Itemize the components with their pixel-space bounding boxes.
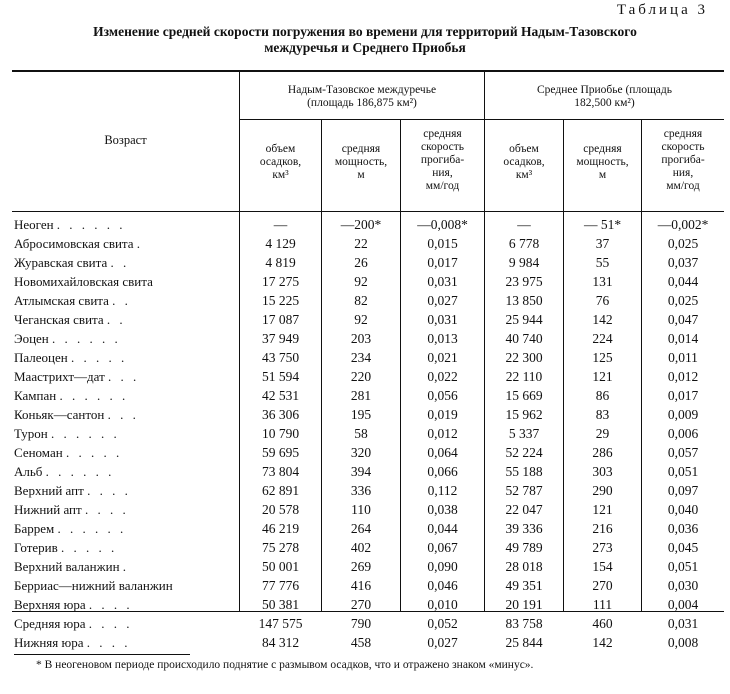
leader-dots: . . . . . . [57, 521, 127, 536]
thickness-cell: 92 [354, 312, 368, 327]
group-header-line: (площадь 186,875 км²) [307, 97, 417, 109]
header-line: осадков, [259, 156, 302, 168]
header-line: прогиба- [420, 154, 465, 166]
thickness-cell: 37 [595, 236, 610, 251]
volume-cell: 73 804 [261, 464, 300, 479]
volume-cell: 55 188 [505, 464, 543, 479]
header-line: м [598, 169, 607, 181]
rate-cell: 0,014 [667, 331, 699, 346]
volume-cell: 4 819 [265, 255, 296, 270]
thickness-cell: 290 [592, 483, 613, 498]
header-line: объем [265, 143, 296, 155]
table-row [0, 557, 730, 576]
volume-cell: 59 695 [261, 445, 300, 460]
volume-cell: 84 312 [261, 635, 300, 650]
group-header-middle-ob [485, 84, 724, 110]
thickness-cell: 142 [592, 312, 613, 327]
age-label: Палеоцен [14, 350, 68, 365]
table-row [0, 234, 730, 253]
rate-cell: —0,008* [417, 217, 468, 232]
age-label: Новомихайловская свита [14, 274, 153, 289]
thickness-cell: 92 [354, 274, 368, 289]
rate-cell: 0,030 [667, 578, 699, 593]
age-label: Турон [14, 426, 48, 441]
age-cell [14, 443, 122, 462]
rate-cell: 0,021 [427, 350, 458, 365]
volume-cell: 4 129 [265, 236, 296, 251]
table-row [0, 519, 730, 538]
rate-cell: 0,027 [427, 635, 458, 650]
age-label: Сеноман [14, 445, 63, 460]
header-line: мм/год [425, 180, 460, 192]
thickness-cell: 83 [595, 407, 610, 422]
age-cell [14, 272, 153, 291]
header-line: осадков, [503, 156, 545, 168]
age-label: Чеганская свита [14, 312, 104, 327]
thickness-cell: 336 [350, 483, 372, 498]
volume-cell: 52 224 [505, 445, 543, 460]
volume-cell: 39 336 [505, 521, 543, 536]
age-cell [14, 405, 139, 424]
table-row [0, 633, 730, 652]
rate-cell: 0,013 [427, 331, 458, 346]
column-header-rate [401, 128, 484, 193]
thickness-cell: 281 [350, 388, 372, 403]
table-number-label: Таблица 3 [616, 2, 708, 18]
rate-cell: 0,006 [667, 426, 699, 441]
leader-dots: . [122, 559, 130, 574]
header-line: средняя [663, 128, 703, 140]
rate-cell: 0,056 [427, 388, 458, 403]
age-cell [14, 576, 173, 595]
leader-dots: . . [106, 312, 126, 327]
rate-cell: 0,031 [667, 616, 699, 631]
rate-cell: 0,044 [667, 274, 699, 289]
leader-dots: . . . . . . [51, 426, 120, 441]
age-cell [14, 557, 129, 576]
thickness-cell: 29 [595, 426, 610, 441]
table-row [0, 538, 730, 557]
thickness-cell: 460 [592, 616, 613, 631]
header-bottom-rule [12, 211, 724, 212]
thickness-cell: 142 [592, 635, 613, 650]
age-cell [14, 424, 120, 443]
table-row [0, 595, 730, 614]
thickness-cell: 220 [350, 369, 372, 384]
thickness-cell: 234 [350, 350, 372, 365]
group-header-rule [239, 119, 724, 120]
thickness-cell: —200* [340, 217, 382, 232]
rate-cell: 0,031 [427, 274, 458, 289]
thickness-cell: 58 [354, 426, 368, 441]
volume-cell: 22 300 [505, 350, 543, 365]
rate-cell: 0,051 [667, 559, 699, 574]
header-line: объем [509, 143, 539, 155]
thickness-cell: — 51* [583, 217, 622, 232]
group-header-line: Надым-Тазовское междуречье [287, 84, 437, 96]
column-header-thickness [322, 143, 400, 182]
thickness-cell: 416 [350, 578, 372, 593]
age-label: Эоцен [14, 331, 49, 346]
table-row [0, 348, 730, 367]
table-row [0, 500, 730, 519]
age-label: Верхняя юра [14, 597, 86, 612]
volume-cell: 50 381 [261, 597, 300, 612]
volume-cell: 6 778 [508, 236, 540, 251]
age-label: Верхний апт [14, 483, 84, 498]
table-row [0, 215, 730, 234]
header-line: мощность, [334, 156, 388, 168]
group-header-line: 182,500 км²) [574, 97, 635, 109]
volume-cell: 9 984 [508, 255, 540, 270]
volume-cell: 25 944 [505, 312, 543, 327]
volume-cell: 13 850 [505, 293, 543, 308]
rate-cell: 0,037 [667, 255, 699, 270]
column-header-volume [485, 143, 563, 182]
thickness-cell: 458 [350, 635, 372, 650]
header-line: скорость [420, 141, 465, 153]
age-label: Абросимовская свита [14, 236, 134, 251]
thickness-cell: 270 [350, 597, 372, 612]
column-header-rate [642, 128, 724, 193]
volume-cell: 52 787 [505, 483, 543, 498]
footnote: * В неогеновом периоде происходило поднятие с размывом осадков, что и отражено знаком «минус». [36, 659, 534, 671]
table-row [0, 310, 730, 329]
rate-cell: —0,002* [657, 217, 709, 232]
volume-cell: 28 018 [505, 559, 543, 574]
rate-cell: 0,019 [427, 407, 458, 422]
rate-cell: 0,047 [667, 312, 699, 327]
rate-cell: 0,025 [667, 236, 699, 251]
table-row [0, 576, 730, 595]
thickness-cell: 76 [595, 293, 610, 308]
rate-cell: 0,022 [427, 369, 458, 384]
volume-cell: 46 219 [261, 521, 300, 536]
volume-cell: — [273, 217, 288, 232]
thickness-cell: 131 [592, 274, 613, 289]
age-cell [14, 500, 129, 519]
leader-dots: . [136, 236, 144, 251]
volume-cell: 23 975 [505, 274, 543, 289]
age-label: Берриас—нижний валанжин [14, 578, 173, 593]
table-row [0, 253, 730, 272]
header-line: ния, [672, 167, 694, 179]
rate-cell: 0,067 [427, 540, 458, 555]
header-line: средняя [341, 143, 381, 155]
rate-cell: 0,025 [667, 293, 699, 308]
age-cell [14, 348, 127, 367]
age-cell [14, 481, 131, 500]
thickness-cell: 320 [350, 445, 372, 460]
thickness-cell: 154 [592, 559, 613, 574]
header-line: прогиба- [661, 154, 705, 166]
leader-dots: . . [110, 255, 130, 270]
header-line: мощность, [576, 156, 629, 168]
thickness-cell: 203 [350, 331, 372, 346]
thickness-cell: 26 [354, 255, 368, 270]
rate-cell: 0,011 [668, 350, 698, 365]
table-row [0, 405, 730, 424]
table-row [0, 329, 730, 348]
volume-cell: 20 578 [261, 502, 300, 517]
leader-dots: . . [112, 293, 131, 308]
thickness-cell: 121 [592, 369, 613, 384]
table-row [0, 443, 730, 462]
leader-dots: . . . . [87, 483, 131, 498]
table-caption [20, 24, 710, 56]
leader-dots: . . . . . . [45, 464, 115, 479]
age-label: Нижний апт [14, 502, 82, 517]
age-cell [14, 367, 139, 386]
volume-cell: 49 351 [505, 578, 543, 593]
age-cell [14, 234, 143, 253]
group-header-line: Среднее Приобье (площадь [536, 84, 673, 96]
leader-dots: . . . . [86, 635, 131, 650]
thickness-cell: 303 [592, 464, 613, 479]
volume-cell: 40 740 [505, 331, 543, 346]
volume-cell: 147 575 [258, 616, 303, 631]
age-label: Неоген [14, 217, 54, 232]
thickness-cell: 264 [350, 521, 372, 536]
volume-cell: 77 776 [261, 578, 300, 593]
column-header-thickness [564, 143, 641, 182]
rate-cell: 0,012 [667, 369, 699, 384]
volume-cell: 15 669 [505, 388, 543, 403]
table-row [0, 462, 730, 481]
thickness-cell: 790 [350, 616, 372, 631]
rate-cell: 0,052 [427, 616, 458, 631]
thickness-cell: 82 [354, 293, 368, 308]
rate-cell: 0,027 [427, 293, 458, 308]
thickness-cell: 111 [592, 597, 613, 612]
leader-dots: . . . . . . [52, 331, 121, 346]
rate-cell: 0,004 [667, 597, 699, 612]
group-header-nadym-taz [240, 84, 484, 110]
thickness-cell: 224 [592, 331, 613, 346]
leader-dots: . . . . . [61, 540, 118, 555]
volume-cell: 22 110 [505, 369, 543, 384]
age-label: Готерив [14, 540, 58, 555]
rate-cell: 0,038 [427, 502, 458, 517]
volume-cell: 17 087 [261, 312, 300, 327]
thickness-cell: 269 [350, 559, 372, 574]
age-cell [14, 215, 126, 234]
age-cell [14, 633, 130, 652]
leader-dots: . . . . [84, 502, 129, 517]
volume-cell: 37 949 [261, 331, 300, 346]
header-line: км³ [272, 169, 289, 181]
leader-dots: . . . . . . [56, 217, 126, 232]
leader-dots: . . . . . . [59, 388, 129, 403]
table-row [0, 272, 730, 291]
age-label: Верхний валанжин [14, 559, 120, 574]
volume-cell: 50 001 [261, 559, 300, 574]
thickness-cell: 273 [592, 540, 613, 555]
rate-cell: 0,046 [427, 578, 458, 593]
age-cell [14, 253, 129, 272]
table-top-rule [12, 70, 724, 72]
rate-cell: 0,009 [667, 407, 699, 422]
volume-cell: 75 278 [261, 540, 300, 555]
header-line: средняя [423, 128, 462, 140]
thickness-cell: 270 [592, 578, 613, 593]
leader-dots: . . . . . [70, 350, 128, 365]
volume-cell: 22 047 [505, 502, 543, 517]
volume-cell: 5 337 [508, 426, 540, 441]
leader-dots: . . . [108, 369, 140, 384]
leader-dots: . . . . [88, 597, 133, 612]
rate-cell: 0,112 [427, 483, 458, 498]
table-row [0, 291, 730, 310]
leader-dots: . . . [107, 407, 139, 422]
volume-cell: 42 531 [261, 388, 300, 403]
table-row [0, 367, 730, 386]
age-cell [14, 462, 114, 481]
volume-cell: 17 275 [261, 274, 300, 289]
rate-cell: 0,057 [667, 445, 699, 460]
volume-cell: 25 844 [505, 635, 543, 650]
table-row [0, 614, 730, 633]
thickness-cell: 402 [350, 540, 372, 555]
header-line: км³ [515, 169, 533, 181]
age-label: Нижняя юра [14, 635, 84, 650]
thickness-cell: 286 [592, 445, 613, 460]
table-row [0, 386, 730, 405]
volume-cell: 15 962 [505, 407, 543, 422]
thickness-cell: 22 [354, 236, 368, 251]
rate-cell: 0,015 [427, 236, 458, 251]
thickness-cell: 394 [350, 464, 372, 479]
thickness-cell: 121 [592, 502, 613, 517]
volume-cell: 20 191 [505, 597, 543, 612]
volume-cell: 51 594 [261, 369, 300, 384]
rate-cell: 0,040 [667, 502, 699, 517]
rate-cell: 0,051 [667, 464, 699, 479]
header-line: скорость [661, 141, 705, 153]
rate-cell: 0,066 [427, 464, 458, 479]
rate-cell: 0,090 [427, 559, 458, 574]
age-cell [14, 291, 131, 310]
rate-cell: 0,017 [667, 388, 699, 403]
thickness-cell: 110 [351, 502, 371, 517]
rate-cell: 0,044 [427, 521, 458, 536]
age-label: Коньяк—сантон [14, 407, 105, 422]
rate-cell: 0,045 [667, 540, 699, 555]
age-cell [14, 519, 126, 538]
age-label: Альб [14, 464, 43, 479]
age-label: Атлымская свита [14, 293, 109, 308]
age-column-header: Возраст [104, 133, 147, 147]
thickness-cell: 86 [595, 388, 610, 403]
leader-dots: . . . . [88, 616, 133, 631]
table-row [0, 424, 730, 443]
volume-cell: 15 225 [261, 293, 300, 308]
rate-cell: 0,017 [427, 255, 458, 270]
rate-cell: 0,008 [667, 635, 699, 650]
rate-cell: 0,064 [427, 445, 458, 460]
thickness-cell: 216 [592, 521, 613, 536]
rate-cell: 0,031 [427, 312, 458, 327]
footnote-rule [14, 654, 190, 655]
volume-cell: 36 306 [261, 407, 300, 422]
rate-cell: 0,012 [427, 426, 458, 441]
age-cell [14, 329, 121, 348]
age-cell [14, 310, 126, 329]
age-label: Баррем [14, 521, 55, 536]
age-label: Журавская свита [14, 255, 108, 270]
volume-cell: — [517, 217, 531, 232]
thickness-cell: 125 [592, 350, 613, 365]
header-line: мм/год [666, 180, 700, 192]
age-label: Маастрихт—дат [14, 369, 105, 384]
table-row [0, 481, 730, 500]
rate-cell: 0,097 [667, 483, 699, 498]
age-label: Средняя юра [14, 616, 86, 631]
header-line: м [357, 169, 365, 181]
thickness-cell: 195 [350, 407, 372, 422]
rate-cell: 0,010 [427, 597, 458, 612]
caption-line-2: междуречья и Среднего Приобья [264, 40, 466, 55]
volume-cell: 49 789 [505, 540, 543, 555]
rate-cell: 0,036 [667, 521, 699, 536]
age-label: Кампан [14, 388, 57, 403]
thickness-cell: 55 [595, 255, 610, 270]
age-cell [14, 595, 133, 614]
header-line: средняя [583, 143, 622, 155]
age-cell [14, 386, 128, 405]
column-header-volume [240, 143, 321, 182]
volume-cell: 62 891 [261, 483, 300, 498]
volume-cell: 83 758 [505, 616, 543, 631]
age-cell [14, 614, 133, 633]
leader-dots: . . . . . [65, 445, 123, 460]
caption-line-1: Изменение средней скорости погружения во времени для территорий Надым-Тазовского [93, 24, 637, 39]
age-cell [14, 538, 117, 557]
volume-cell: 10 790 [261, 426, 300, 441]
header-line: ния, [432, 167, 453, 179]
volume-cell: 43 750 [261, 350, 300, 365]
